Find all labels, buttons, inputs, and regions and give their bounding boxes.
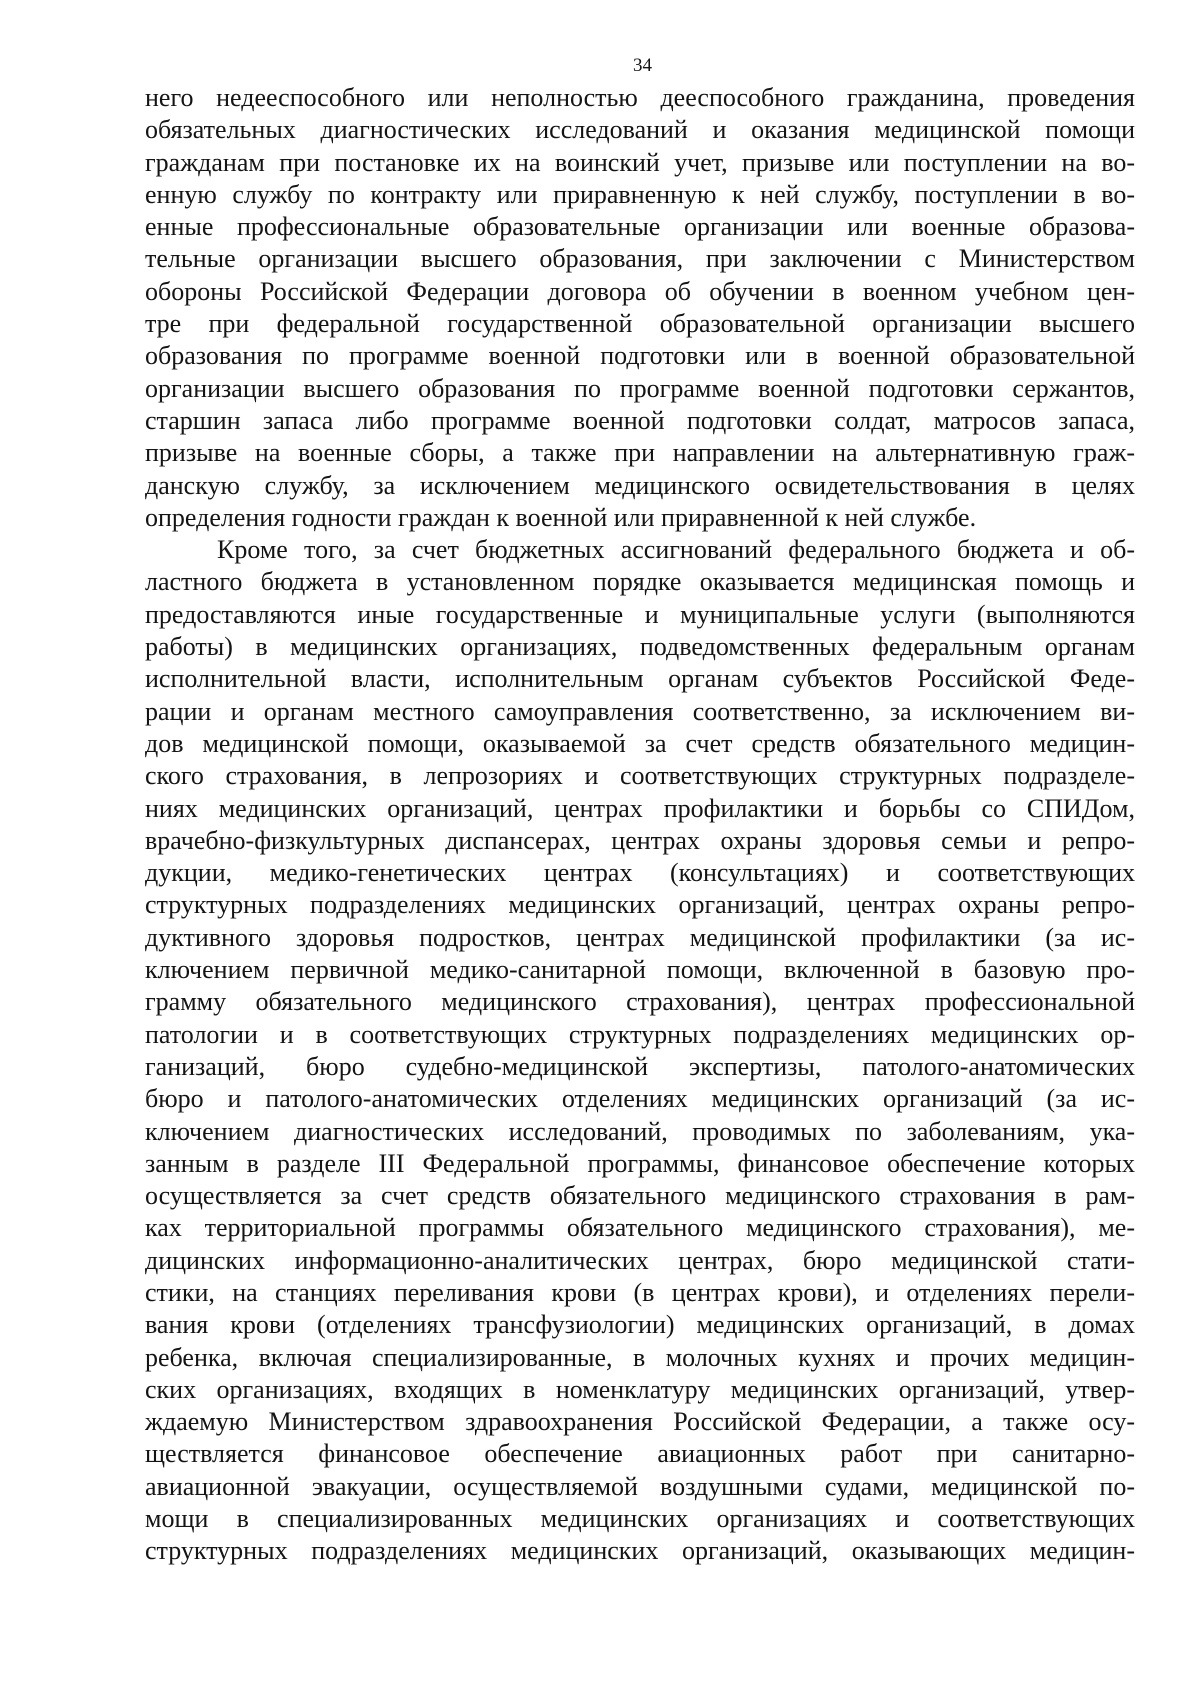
paragraph-line: предоставляются иные государственные и муниципальные услуги (выполняются xyxy=(145,599,1135,629)
paragraph-line: патологии и в соответствующих структурных подразделениях медицинских ор- xyxy=(145,1019,1135,1049)
paragraph-line: определения годности граждан к военной или приравненной к ней службе. xyxy=(145,502,977,532)
paragraph-line: стики, на станциях переливания крови (в центрах крови), и отделениях перели- xyxy=(145,1277,1135,1307)
paragraph-line: структурных подразделениях медицинских организаций, оказывающих медицин- xyxy=(145,1536,1135,1566)
paragraph-line: него недееспособного или неполностью дееспособного гражданина, проведения xyxy=(145,83,1135,112)
paragraph-line: гражданам при постановке их на воинский учет, призыве или поступлении на во- xyxy=(145,147,1135,177)
paragraph-line: ластного бюджета в установленном порядке оказывается медицинская помощь и xyxy=(145,567,1135,597)
paragraph-line: ганизаций, бюро судебно-медицинской экспертизы, патолого-анатомических xyxy=(145,1051,1135,1081)
paragraph-line: ребенка, включая специализированные, в молочных кухнях и прочих медицин- xyxy=(145,1342,1135,1372)
paragraph-line: ского страхования, в лепрозориях и соответствующих структурных подразделе- xyxy=(145,761,1135,791)
paragraph-line: вания крови (отделениях трансфузиологии) медицинских организаций, в домах xyxy=(145,1310,1135,1340)
paragraph-line: старшин запаса либо программе военной подготовки солдат, матросов запаса, xyxy=(145,405,1135,435)
paragraph-line: тре при федеральной государственной образовательной организации высшего xyxy=(145,309,1135,339)
paragraph-line: енную службу по контракту или приравненную к ней службу, поступлении в во- xyxy=(145,179,1135,209)
paragraph-line: мощи в специализированных медицинских организациях и соответствующих xyxy=(145,1504,1135,1534)
paragraph-line: данскую службу, за исключением медицинского освидетельствования в целях xyxy=(145,470,1135,500)
paragraph-line: осуществляется за счет средств обязательного медицинского страхования в рам- xyxy=(145,1181,1135,1211)
paragraph-line: ключением диагностических исследований, проводимых по заболеваниям, ука- xyxy=(145,1116,1135,1146)
paragraph-line: тельные организации высшего образования, при заключении с Министерством xyxy=(145,244,1135,274)
body-text xyxy=(145,82,1135,1568)
paragraph-line: дицинских информационно-аналитических центрах, бюро медицинской стати- xyxy=(145,1245,1135,1275)
paragraph-line: ключением первичной медико-санитарной помощи, включенной в базовую про- xyxy=(145,955,1135,985)
paragraph-line: рации и органам местного самоуправления соответственно, за исключением ви- xyxy=(145,696,1135,726)
paragraph-line: ждаемую Министерством здравоохранения Российской Федерации, а также осу- xyxy=(145,1407,1135,1437)
paragraph-line: ках территориальной программы обязательного медицинского страхования), ме- xyxy=(145,1213,1135,1243)
paragraph-line: обязательных диагностических исследований и оказания медицинской помощи xyxy=(145,115,1135,145)
paragraph-line: образования по программе военной подготовки или в военной образовательной xyxy=(145,341,1135,371)
paragraph-line: структурных подразделениях медицинских организаций, центрах охраны репро- xyxy=(145,890,1135,920)
paragraph-line: организации высшего образования по программе военной подготовки сержантов, xyxy=(145,373,1135,403)
paragraph-line: врачебно-физкультурных диспансерах, центрах охраны здоровья семьи и репро- xyxy=(145,825,1135,855)
paragraph-line: ских организациях, входящих в номенклатуру медицинских организаций, утвер- xyxy=(145,1374,1135,1404)
paragraph-line: работы) в медицинских организациях, подведомственных федеральным органам xyxy=(145,632,1135,662)
paragraph-line: обороны Российской Федерации договора об обучении в военном учебном цен- xyxy=(145,276,1135,306)
paragraph-line: дуктивного здоровья подростков, центрах медицинской профилактики (за ис- xyxy=(145,922,1135,952)
paragraph-line: ществляется финансовое обеспечение авиационных работ при санитарно- xyxy=(145,1439,1135,1469)
page-number: 34 xyxy=(633,55,652,76)
paragraph-line: грамму обязательного медицинского страхования), центрах профессиональной xyxy=(145,987,1135,1017)
paragraph-line: ниях медицинских организаций, центрах профилактики и борьбы со СПИДом, xyxy=(145,793,1135,823)
paragraph-line: дов медицинской помощи, оказываемой за счет средств обязательного медицин- xyxy=(145,728,1135,758)
paragraph-line: Кроме того, за счет бюджетных ассигнований федерального бюджета и об- xyxy=(217,535,1135,565)
paragraph-line: исполнительной власти, исполнительным органам субъектов Российской Феде- xyxy=(145,664,1135,694)
paragraph-line: енные профессиональные образовательные организации или военные образова- xyxy=(145,212,1135,242)
paragraph-line: авиационной эвакуации, осуществляемой воздушными судами, медицинской по- xyxy=(145,1471,1135,1501)
paragraph-line: бюро и патолого-анатомических отделениях медицинских организаций (за ис- xyxy=(145,1084,1135,1114)
paragraph-line: призыве на военные сборы, а также при направлении на альтернативную граж- xyxy=(145,438,1135,468)
paragraph-line: занным в разделе III Федеральной программы, финансовое обеспечение которых xyxy=(145,1148,1135,1178)
paragraph-line: дукции, медико-генетических центрах (консультациях) и соответствующих xyxy=(145,858,1135,888)
